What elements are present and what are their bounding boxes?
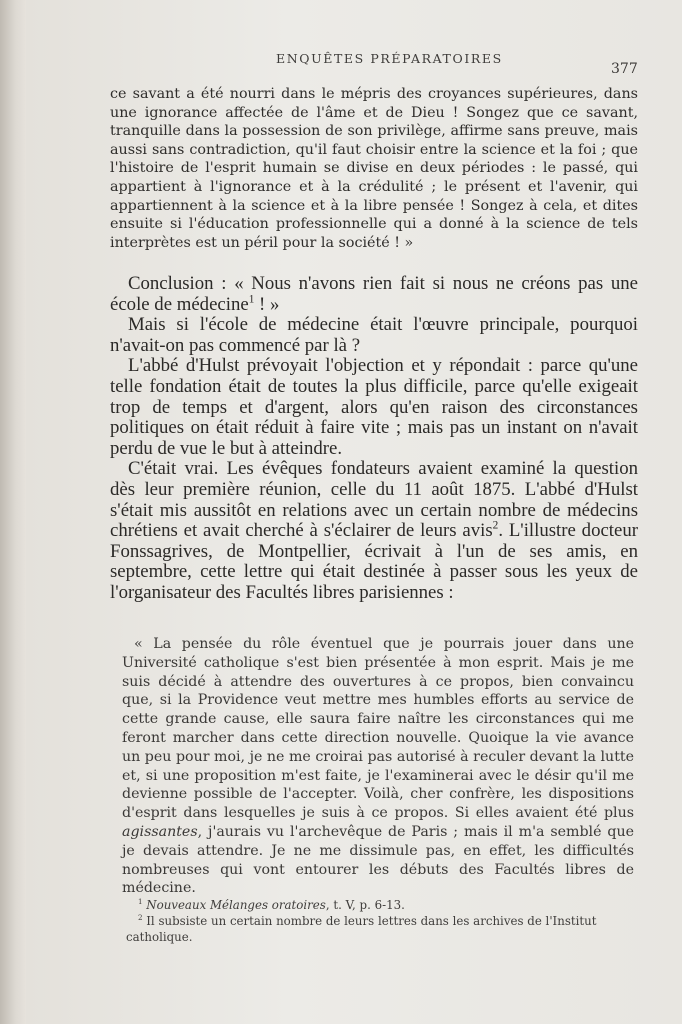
paragraph-text: . L'illustre docteur Fonssagrives, de Montpellier, écrivait à l'un de ses amis, en septembre, cette lettre qui était destinée à passer sous les yeux de l'organisateur des Facultés libres parisiennes : xyxy=(110,520,639,603)
page-number: 377 xyxy=(611,61,638,77)
footnote-ref: 2 xyxy=(492,519,499,532)
paragraph-objection: L'abbé d'Hulst prévoyait l'objection et y répondait : parce qu'une telle fondation était de toutes la plus difficile, parce qu'elle exigeait trop de temps et d'argent, alors qu'en raison des circonstances politiques on était réduit à faire vite ; mais pas un instant on n'avait perdu de vue le but à atteindre. xyxy=(110,355,638,459)
paragraph-question: Mais si l'école de médecine était l'œuvre principale, pourquoi n'avait-on pas commencé par là ? xyxy=(110,314,638,356)
letter-text: « La pensée du rôle éventuel que je pourrais jouer dans une Université catholique s'est bien présentée à mon esprit. Mais je me suis décidé à attendre des ouvertures à ce propos, bien convaincu que, si la Providence veut mettre mes humbles efforts au service de cette grande cause, elle saura faire naître les circonstances qui me feront marcher dans cette direction nouvelle. Quoique la vie avance un peu pour moi, je ne me croirai pas autorisé à reculer devant la lutte et, si une proposition m'est faite, je l'examinerai avec le désir qu'il me devienne possible de l'accepter. Voilà, cher confrère, les dispositions d'esprit dans lesquelles je suis à ce propos. Si elles avaient été plus xyxy=(122,636,634,822)
footnote-number: 1 xyxy=(138,897,143,907)
letter-text: , j'aurais vu l'archevêque de Paris ; mais il m'a semblé que je devais attendre. Je ne me dissimule pas, en effet, les difficultés nombreuses qui vont entourer les débuts des Facultés libres de médecine. xyxy=(122,823,634,897)
footnote-2 xyxy=(126,913,638,945)
paragraph-conclusion xyxy=(110,274,638,315)
footnote-title: Nouveaux Mélanges oratoires xyxy=(146,898,326,912)
paragraph-text: C'était vrai. Les évêques fondateurs avaient examiné la question dès leur première réunion, celle du 11 août 1875. L'abbé d'Hulst s'était mis aussitôt en relations avec un certain nombre de médecins chrétiens et avait cherché à s'éclairer de leurs avis xyxy=(110,458,638,542)
quotation-continued: ce savant a été nourri dans le mépris des croyances supérieures, dans une ignorance affectée de l'âme et de Dieu ! Songez que ce savant, tranquille dans la possession de son privilège, affirme sans preuve, mais aussi sans contradiction, qu'il faut choisir entre la science et la foi ; que l'histoire de l'esprit humain se divise en deux périodes : le passé, qui appartient à l'ignorance et à la crédulité ; le présent et l'avenir, qui appartiennent à la science et à la libre pensée ! Songez à cela, et dites ensuite si l'éducation professionnelle qui a donné à la science de tels interprètes est un péril pour la société ! » xyxy=(110,86,638,251)
footnote-text: Il subsiste un certain nombre de leurs lettres dans les archives de l'Institut catholique. xyxy=(126,914,597,944)
paragraph-history xyxy=(110,459,638,603)
book-gutter-edge xyxy=(0,0,26,1024)
letter-italic-word: agissantes xyxy=(122,823,198,840)
book-page xyxy=(26,0,682,1024)
footnote-1 xyxy=(126,897,638,913)
footnote-ref: 1 xyxy=(248,293,255,306)
main-text xyxy=(110,274,638,604)
footnote-number: 2 xyxy=(138,913,143,923)
footnotes xyxy=(126,897,638,945)
paragraph-text: ! » xyxy=(254,293,280,315)
footnote-text: , t. V, p. 6-13. xyxy=(325,898,405,912)
running-head: ENQUÊTES PRÉPARATOIRES xyxy=(276,51,503,66)
paragraph-text: Conclusion : « Nous n'avons rien fait si nous ne créons pas une école de médecine xyxy=(110,273,638,315)
letter-quotation xyxy=(122,635,634,898)
letter-paragraph xyxy=(122,635,634,898)
